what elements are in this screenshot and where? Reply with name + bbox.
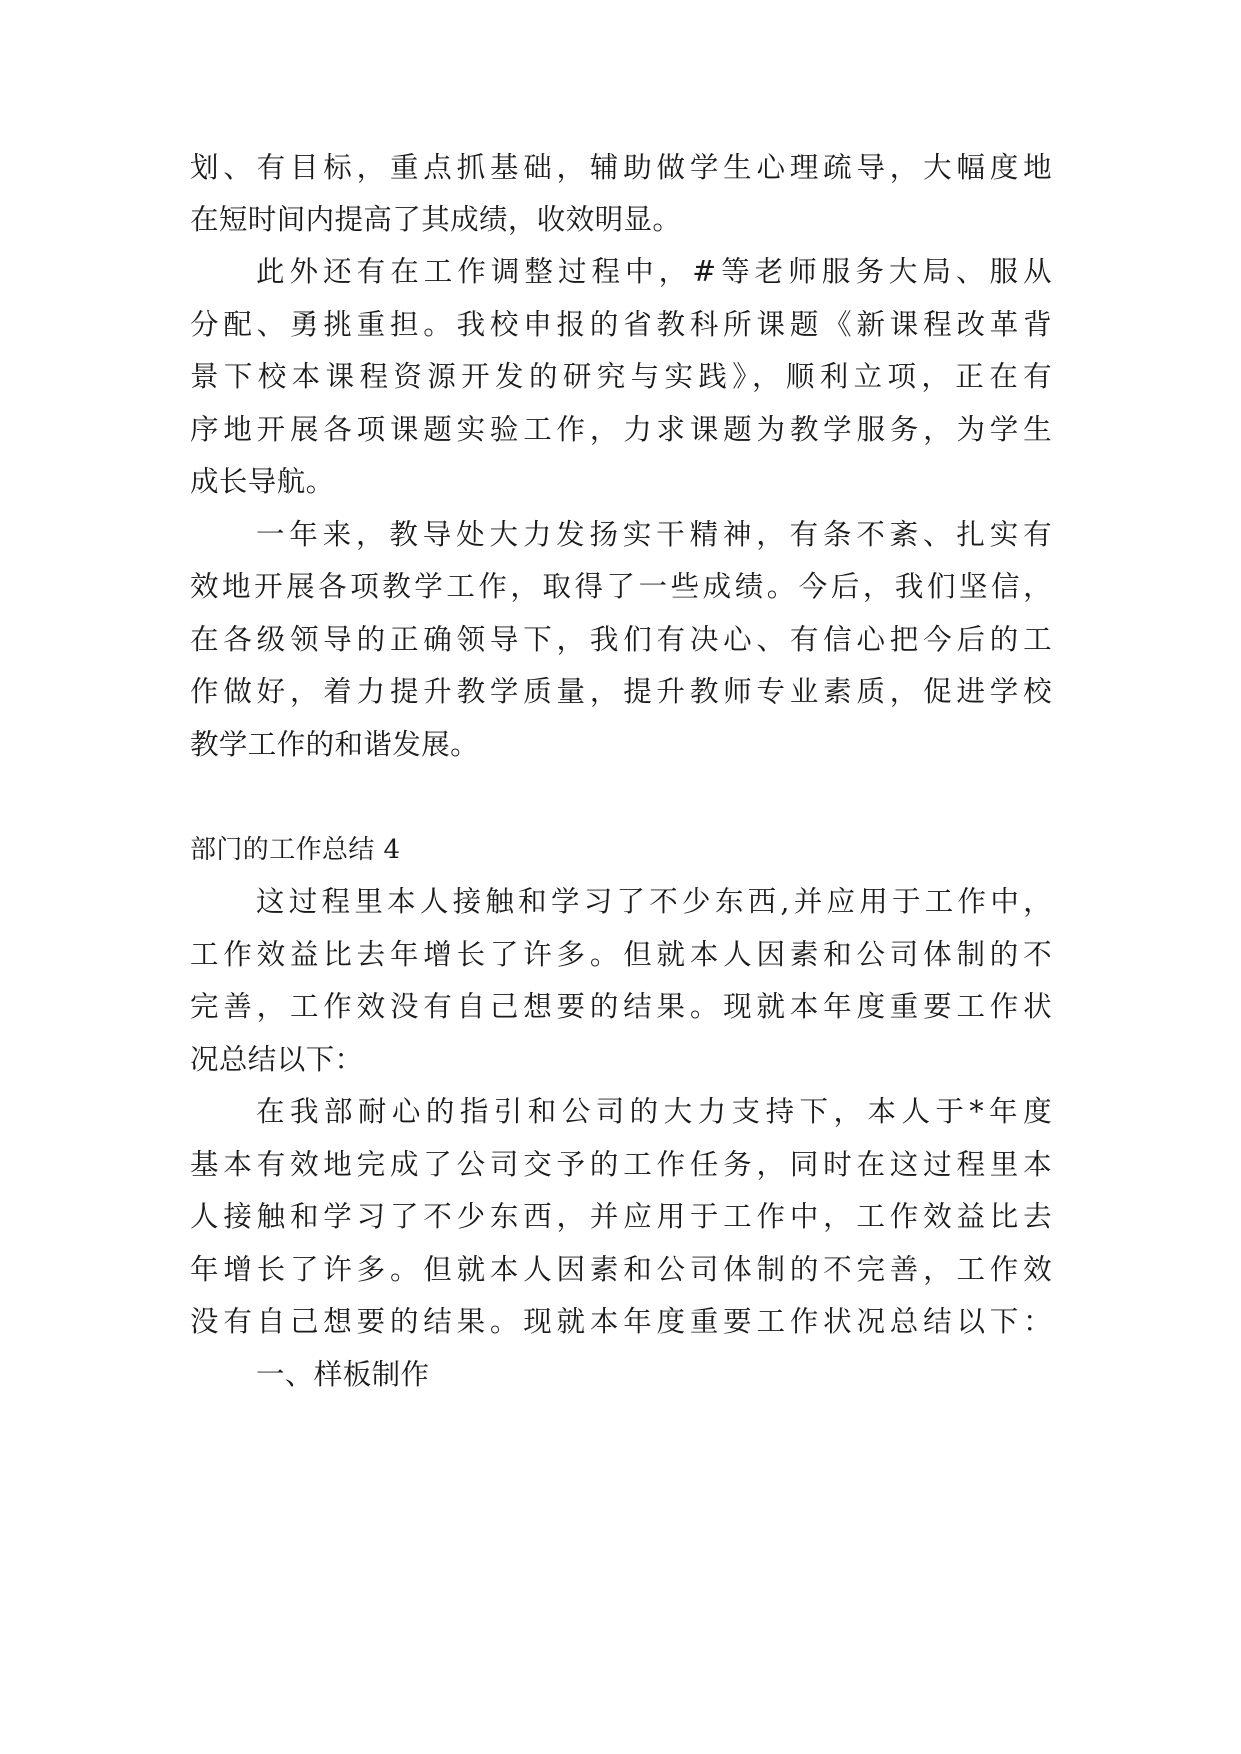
paragraph-line: 况总结以下： bbox=[190, 1043, 364, 1076]
paragraph-line: 年增长了许多。但就本人因素和公司体制的不完善，工作效 bbox=[190, 1253, 1052, 1286]
paragraph-line: 在短时间内提高了其成绩，收效明显。 bbox=[190, 203, 682, 236]
paragraph-line: 成长导航。 bbox=[190, 465, 335, 498]
paragraph-line: 景下校本课程资源开发的研究与实践》，顺利立项，正在有 bbox=[190, 360, 1052, 393]
paragraph-line: 作做好，着力提升教学质量，提升教师专业素质，促进学校 bbox=[190, 675, 1052, 708]
section-heading: 部门的工作总结 4 bbox=[190, 835, 401, 865]
paragraph-line: 这过程里本人接触和学习了不少东西,并应用于工作中， bbox=[256, 885, 1052, 918]
paragraph-line: 人接触和学习了不少东西，并应用于工作中，工作效益比去 bbox=[190, 1200, 1052, 1233]
paragraph-line: 完善，工作效没有自己想要的结果。现就本年度重要工作状 bbox=[190, 990, 1052, 1023]
paragraph-line: 在各级领导的正确领导下，我们有决心、有信心把今后的工 bbox=[190, 623, 1052, 656]
subheading: 一、样板制作 bbox=[256, 1358, 430, 1391]
paragraph-line: 一年来，教导处大力发扬实干精神，有条不紊、扎实有 bbox=[256, 518, 1052, 551]
paragraph-line: 工作效益比去年增长了许多。但就本人因素和公司体制的不 bbox=[190, 938, 1052, 971]
paragraph-line: 序地开展各项课题实验工作，力求课题为教学服务，为学生 bbox=[190, 413, 1052, 446]
document-body bbox=[190, 0, 1052, 1754]
paragraph-line: 没有自己想要的结果。现就本年度重要工作状况总结以下： bbox=[190, 1305, 1052, 1338]
paragraph-line: 分配、勇挑重担。我校申报的省教科所课题《新课程改革背 bbox=[190, 308, 1052, 341]
paragraph-line: 在我部耐心的指引和公司的大力支持下，本人于*年度 bbox=[256, 1095, 1052, 1128]
paragraph-line: 此外还有在工作调整过程中，#等老师服务大局、服从 bbox=[256, 255, 1052, 288]
paragraph-line: 教学工作的和谐发展。 bbox=[190, 728, 480, 761]
paragraph-line: 划、有目标，重点抓基础，辅助做学生心理疏导，大幅度地 bbox=[190, 151, 1052, 184]
paragraph-line: 效地开展各项教学工作，取得了一些成绩。今后，我们坚信， bbox=[190, 570, 1052, 603]
paragraph-line: 基本有效地完成了公司交予的工作任务，同时在这过程里本 bbox=[190, 1148, 1052, 1181]
